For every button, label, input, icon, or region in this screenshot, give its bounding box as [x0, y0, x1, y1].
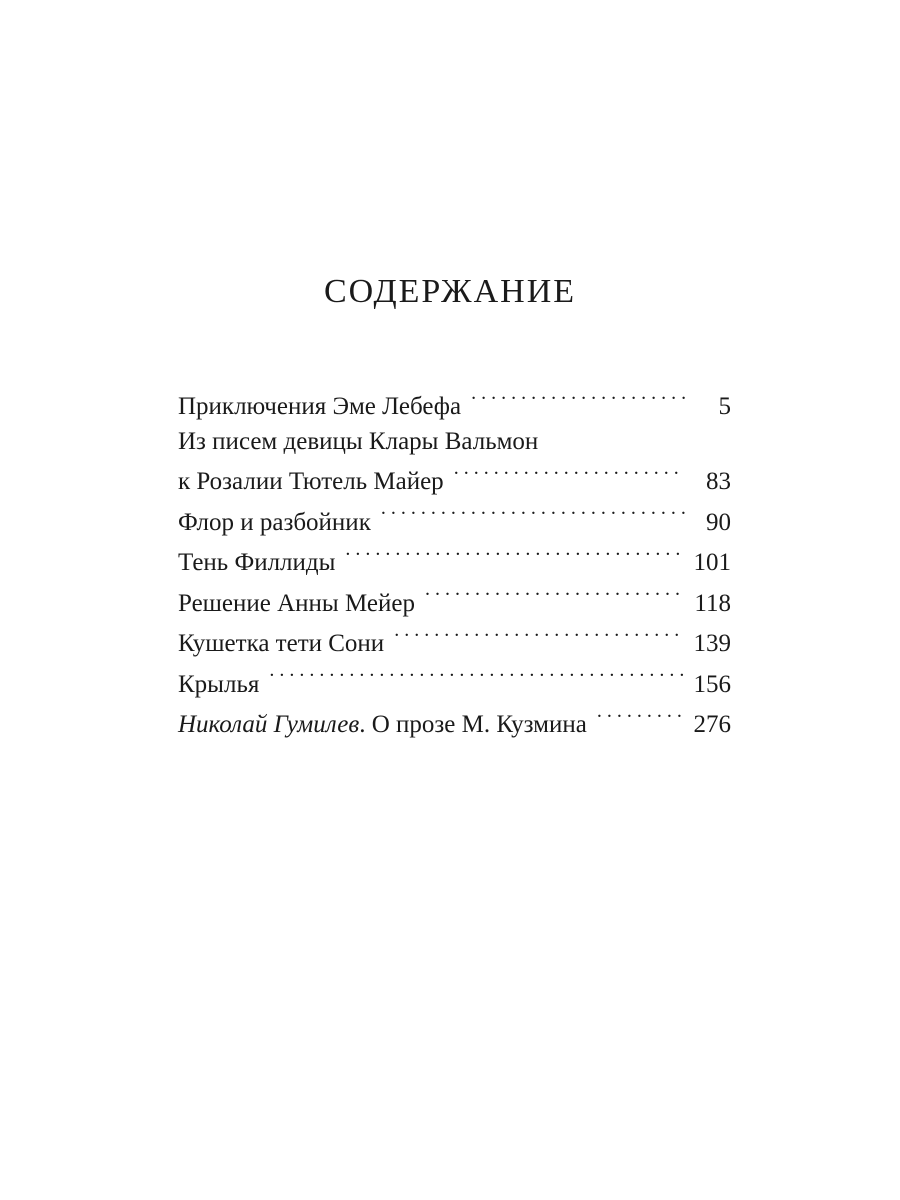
toc-entry-title: Решение Анны Мейер: [178, 589, 415, 617]
toc-page-number: 118: [694, 589, 731, 617]
toc-dot-leader: [345, 540, 685, 570]
toc-page-number: 156: [693, 670, 731, 698]
page-title: СОДЕРЖАНИЕ: [323, 273, 577, 310]
toc-dot-leader: [381, 500, 685, 530]
toc-entry-title: [178, 708, 587, 743]
toc-entry-title: Из писем девицы Клары Вальмон: [178, 427, 539, 455]
toc-page-number: 101: [693, 549, 731, 576]
toc-entry-title: Флор и разбойник: [178, 508, 371, 536]
toc-entry-letters-line2[interactable]: [178, 459, 731, 500]
toc-entry-subtitle: . О прозе М. Кузмина: [359, 711, 587, 738]
toc-page-number: 5: [718, 393, 731, 420]
toc-page-number: 83: [706, 468, 731, 495]
toc-dot-leader: [425, 581, 685, 611]
toc-entry-title: Крылья: [178, 670, 260, 698]
toc-entry-aunt-sonya[interactable]: [178, 621, 731, 662]
table-of-contents: [178, 384, 731, 743]
toc-entry-flor[interactable]: [178, 500, 731, 541]
toc-page-number: 276: [693, 711, 731, 738]
toc-entry-gumilev-essay[interactable]: [178, 702, 731, 743]
toc-entry-letters-line1[interactable]: [178, 425, 731, 460]
toc-dot-leader: [394, 621, 685, 651]
toc-dot-leader: [597, 702, 685, 732]
toc-entry-title: Тень Филлиды: [178, 549, 336, 576]
toc-dot-leader: [269, 662, 685, 692]
toc-entry-title: к Розалии Тютель Майер: [178, 468, 444, 495]
toc-page-number: 90: [706, 508, 731, 536]
toc-entry-wings[interactable]: [178, 662, 731, 703]
toc-entry-author: Николай Гумилев: [178, 711, 360, 738]
toc-dot-leader: [454, 459, 685, 489]
toc-entry-aime-lebeuf[interactable]: [178, 384, 731, 425]
toc-entry-phyllis[interactable]: [178, 540, 731, 581]
toc-entry-title: Приключения Эме Лебефа: [178, 393, 462, 420]
toc-page-number: 139: [693, 630, 731, 657]
toc-entry-title: Кушетка тети Сони: [178, 630, 385, 657]
toc-entry-anna-meyer[interactable]: [178, 581, 731, 622]
toc-dot-leader: [471, 384, 685, 414]
